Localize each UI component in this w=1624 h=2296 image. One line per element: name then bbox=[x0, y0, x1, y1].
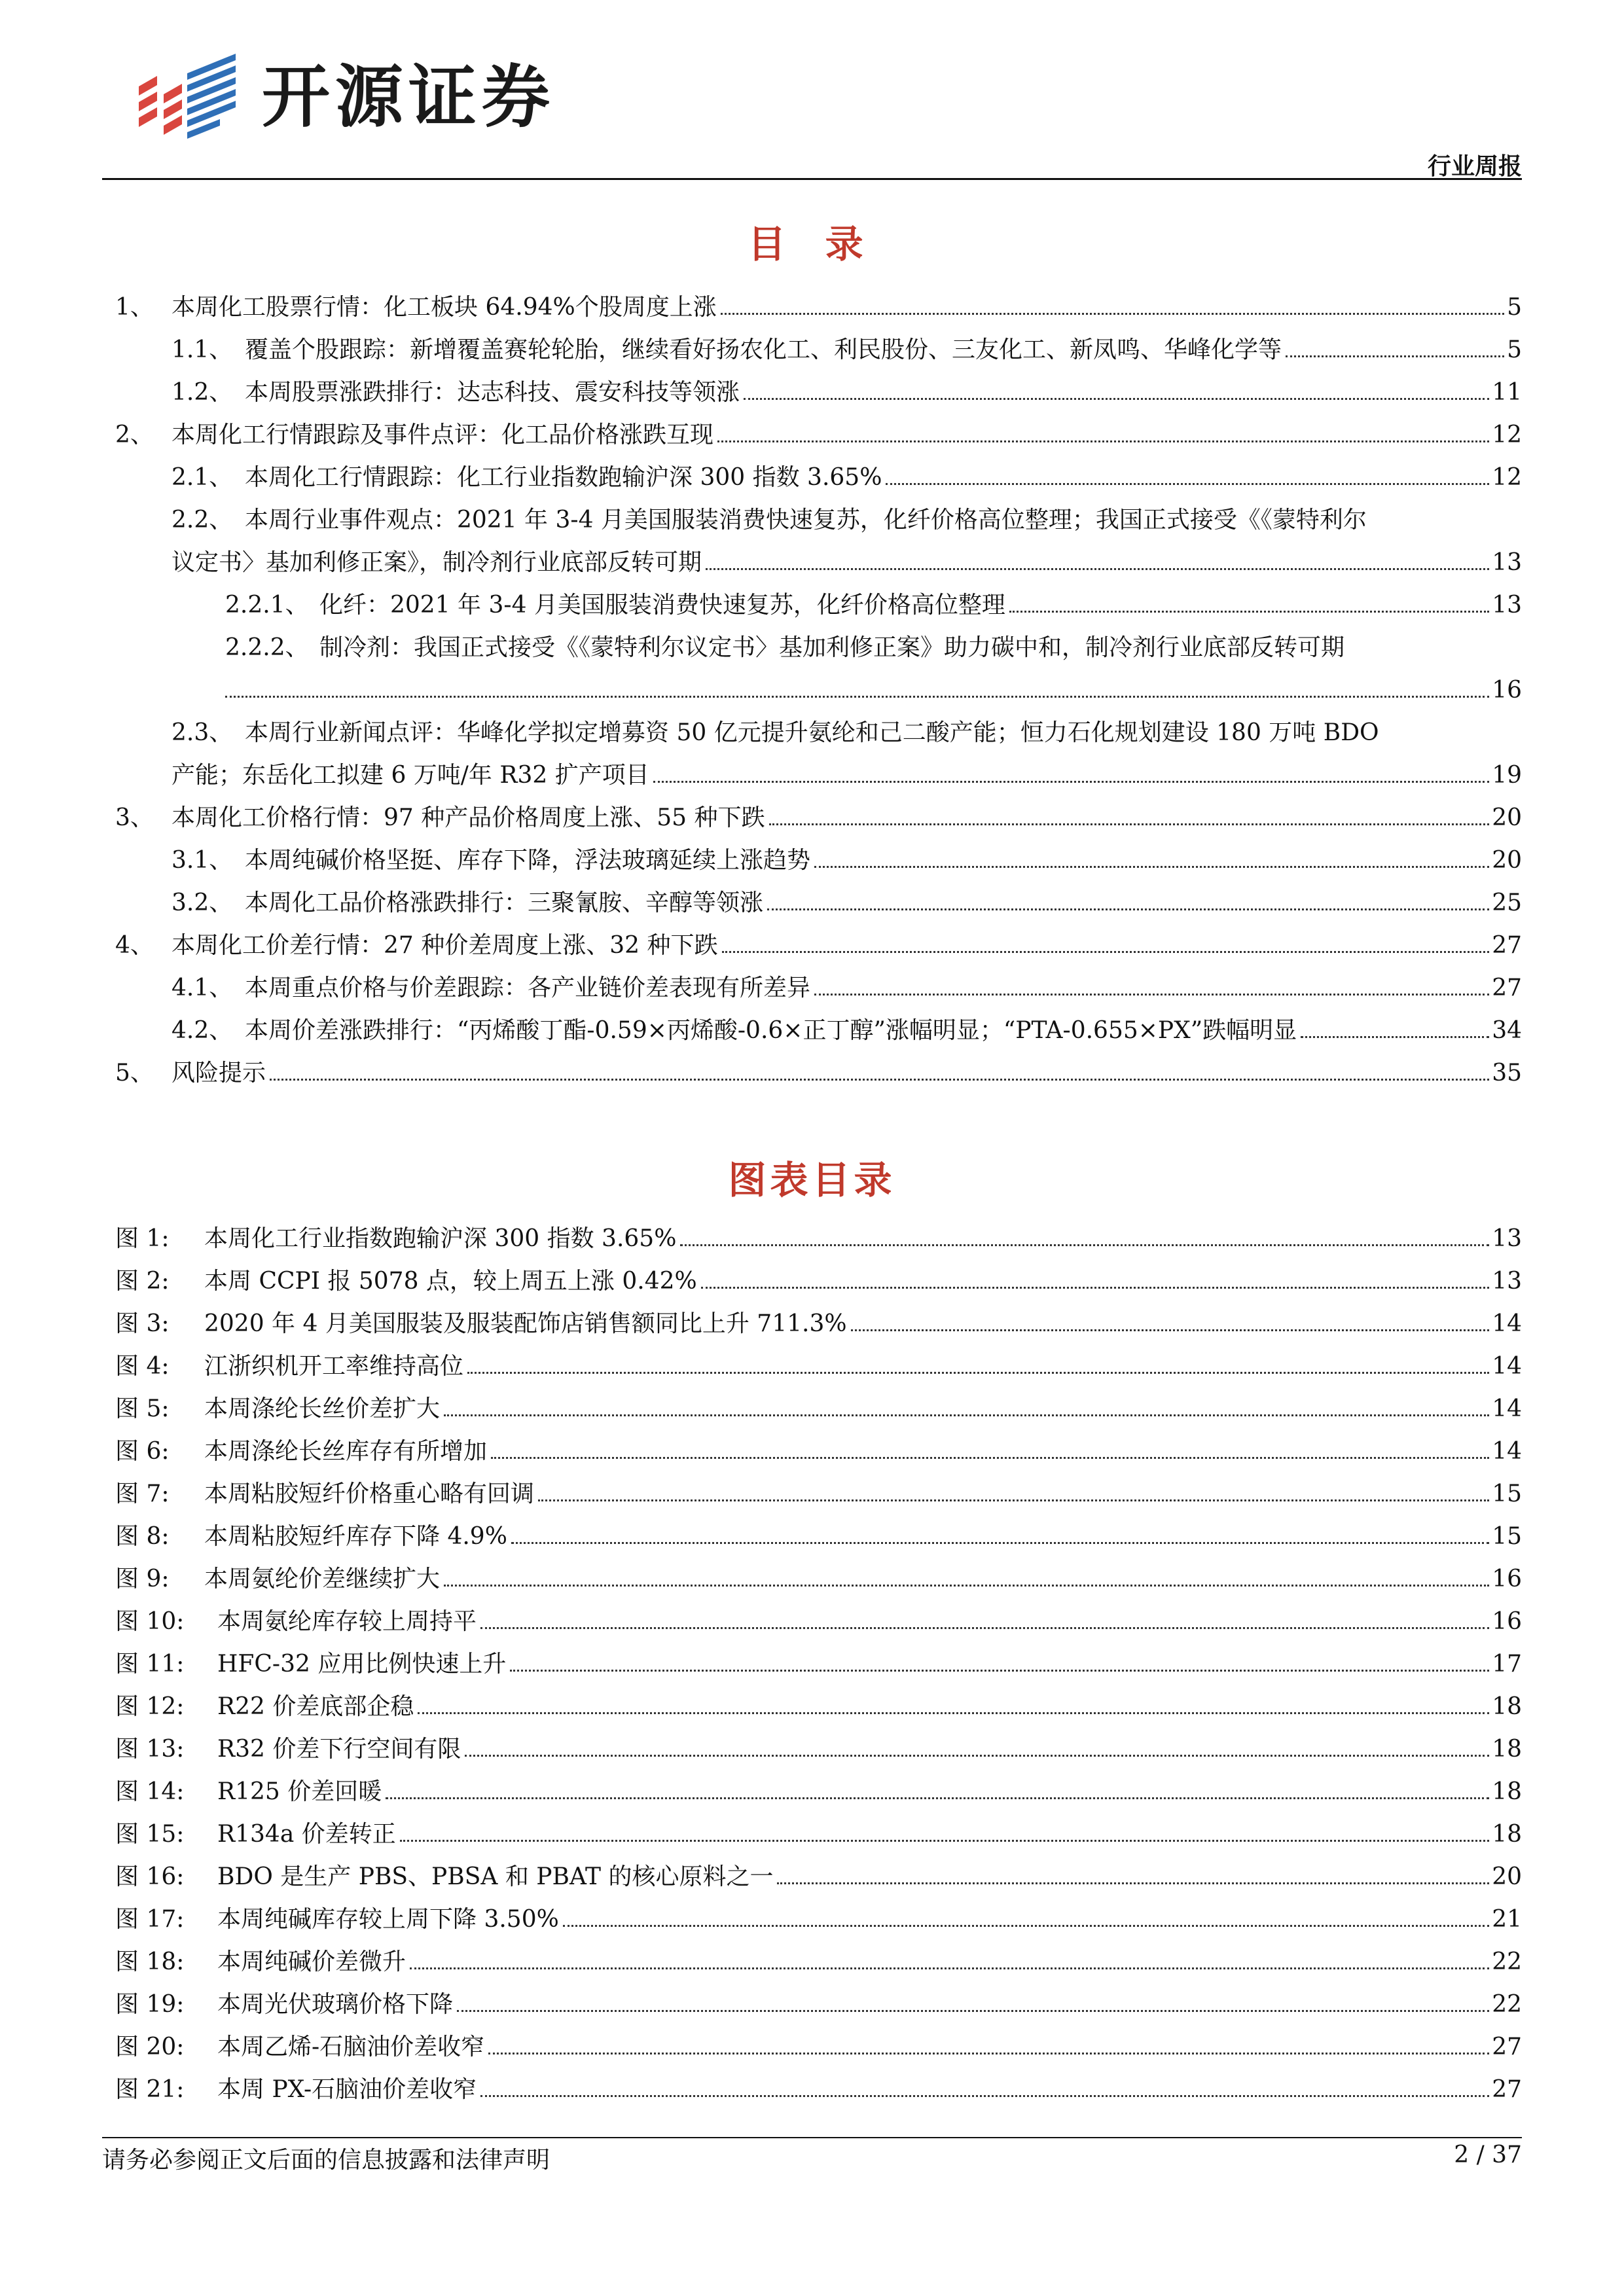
figure-entry[interactable]: 图 2: 本周 CCPI 报 5078 点，较上周五上涨 0.42% 13 bbox=[115, 1268, 1522, 1295]
toc-entry[interactable]: 3.2、 本周化工品价格涨跌排行：三聚氰胺、辛醇等领涨 25 bbox=[171, 889, 1522, 916]
toc-entry[interactable]: 5、 风险提示 35 bbox=[115, 1060, 1522, 1086]
figure-entry[interactable]: 图 19: 本周光伏玻璃价格下降 22 bbox=[115, 1991, 1522, 2018]
toc-entry[interactable]: 1.1、 覆盖个股跟踪：新增覆盖赛轮轮胎，继续看好扬农化工、利民股份、三友化工、新凤鸣、华峰化学等 5 bbox=[171, 336, 1522, 363]
toc-entry-line1[interactable]: 2.2、 本周行业事件观点：2021 年 3-4 月美国服装消费快速复苏，化纤价格高位整理；我国正式接受《《蒙特利尔 bbox=[171, 507, 1367, 533]
figure-entry[interactable]: 图 10: 本周氨纶库存较上周持平 16 bbox=[115, 1608, 1522, 1635]
toc-entry[interactable]: 2、 本周化工行情跟踪及事件点评：化工品价格涨跌互现 12 bbox=[115, 422, 1522, 448]
toc-entry[interactable]: 2.2.1、 化纤：2021 年 3-4 月美国服装消费快速复苏，化纤价格高位整理 13 bbox=[225, 592, 1522, 619]
figure-entry[interactable]: 图 20: 本周乙烯-石脑油价差收窄 27 bbox=[115, 2034, 1522, 2060]
toc-entry[interactable]: 4.2、 本周价差涨跌排行：“丙烯酸丁酯-0.59×丙烯酸-0.6×正丁醇”涨幅明显；“PTA-0.655×PX”跌幅明显 34 bbox=[171, 1017, 1522, 1044]
toc-entry[interactable]: 2.1、 本周化工行情跟踪：化工行业指数跑输沪深 300 指数 3.65% 12 bbox=[171, 464, 1522, 491]
figure-entry[interactable]: 图 18: 本周纯碱价差微升 22 bbox=[115, 1948, 1522, 1975]
toc-entry[interactable]: 1.2、 本周股票涨跌排行：达志科技、震安科技等领涨 11 bbox=[171, 379, 1522, 406]
figure-entry[interactable]: 图 12: R22 价差底部企稳 18 bbox=[115, 1693, 1522, 1720]
kaiyuan-logo-icon bbox=[135, 47, 266, 152]
toc-entry[interactable]: 4.1、 本周重点价格与价差跟踪：各产业链价差表现有所差异 27 bbox=[171, 975, 1522, 1001]
figure-entry[interactable]: 图 15: R134a 价差转正 18 bbox=[115, 1821, 1522, 1848]
figure-entry[interactable]: 图 6: 本周涤纶长丝库存有所增加 14 bbox=[115, 1438, 1522, 1465]
toc-entry-line2[interactable]: 16 bbox=[225, 675, 1522, 706]
toc-entry[interactable]: 3.1、 本周纯碱价格坚挺、库存下降，浮法玻璃延续上涨趋势 20 bbox=[171, 847, 1522, 874]
toc-entry[interactable]: 3、 本周化工价格行情：97 种产品价格周度上涨、55 种下跌 20 bbox=[115, 804, 1522, 831]
toc-entry[interactable]: 4、 本周化工价差行情：27 种价差周度上涨、32 种下跌 27 bbox=[115, 932, 1522, 959]
doc-type-label: 行业周报 bbox=[1427, 153, 1522, 180]
figure-entry[interactable]: 图 21: 本周 PX-石脑油价差收窄 27 bbox=[115, 2076, 1522, 2103]
figure-entry[interactable]: 图 16: BDO 是生产 PBS、PBSA 和 PBAT 的核心原料之一 20 bbox=[115, 1863, 1522, 1890]
figure-entry[interactable]: 图 13: R32 价差下行空间有限 18 bbox=[115, 1736, 1522, 1763]
footer-disclaimer: 请务必参阅正文后面的信息披露和法律声明 bbox=[102, 2147, 550, 2174]
figure-entry[interactable]: 图 11: HFC-32 应用比例快速上升 17 bbox=[115, 1651, 1522, 1677]
figure-entry[interactable]: 图 3: 2020 年 4 月美国服装及服装配饰店销售额同比上升 711.3% 14 bbox=[115, 1310, 1522, 1337]
figure-entry[interactable]: 图 1: 本周化工行业指数跑输沪深 300 指数 3.65% 13 bbox=[115, 1225, 1522, 1252]
figure-entry[interactable]: 图 7: 本周粘胶短纤价格重心略有回调 15 bbox=[115, 1480, 1522, 1507]
toc-entry-line1[interactable]: 2.2.2、 制冷剂：我国正式接受《《蒙特利尔议定书〉基加利修正案》助力碳中和，制冷剂行业底部反转可期 bbox=[225, 634, 1345, 661]
toc-entry-line1[interactable]: 2.3、 本周行业新闻点评：华峰化学拟定增募资 50 亿元提升氨纶和己二酸产能；恒力石化规划建设 180 万吨 BDO bbox=[171, 719, 1379, 746]
footer-divider bbox=[102, 2137, 1522, 2138]
brand-name: 开源证券 bbox=[262, 57, 556, 137]
figure-entry[interactable]: 图 9: 本周氨纶价差继续扩大 16 bbox=[115, 1566, 1522, 1592]
figure-entry[interactable]: 图 17: 本周纯碱库存较上周下降 3.50% 21 bbox=[115, 1906, 1522, 1933]
page-number: 2 / 37 bbox=[1454, 2142, 1522, 2168]
figure-entry[interactable]: 图 14: R125 价差回暖 18 bbox=[115, 1778, 1522, 1805]
figures-title: 图表目录 bbox=[728, 1158, 896, 1202]
figure-entry[interactable]: 图 5: 本周涤纶长丝价差扩大 14 bbox=[115, 1395, 1522, 1422]
figure-entry[interactable]: 图 4: 江浙织机开工率维持高位 14 bbox=[115, 1353, 1522, 1380]
toc-entry-line2[interactable]: 产能；东岳化工拟建 6 万吨/年 R32 扩产项目 19 bbox=[171, 762, 1522, 789]
figure-entry[interactable]: 图 8: 本周粘胶短纤库存下降 4.9% 15 bbox=[115, 1523, 1522, 1550]
toc-entry-line2[interactable]: 议定书〉基加利修正案》，制冷剂行业底部反转可期 13 bbox=[171, 549, 1522, 576]
toc-entry[interactable]: 1、 本周化工股票行情：化工板块 64.94%个股周度上涨 5 bbox=[115, 294, 1522, 321]
toc-title: 目 录 bbox=[748, 222, 876, 266]
header-divider bbox=[102, 178, 1522, 180]
